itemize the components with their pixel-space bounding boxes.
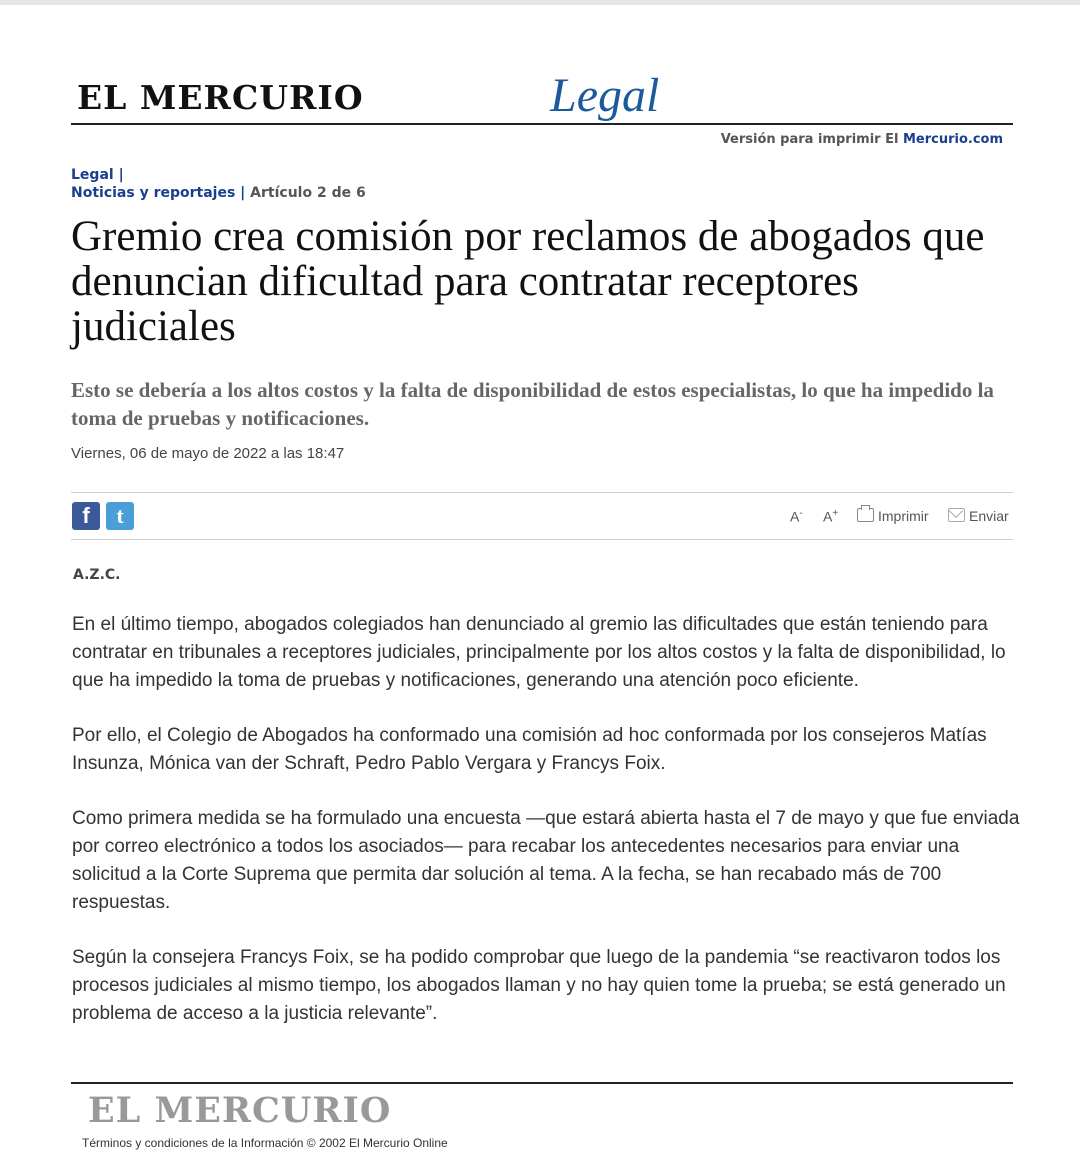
footer-divider <box>71 1082 1013 1084</box>
font-increase-mark: + <box>832 508 839 519</box>
breadcrumb <box>71 167 124 183</box>
footer-terms: Términos y condiciones de la Información © 2002 El Mercurio Online <box>82 1136 448 1150</box>
print-button[interactable] <box>857 508 929 524</box>
article-paragraph: Como primera medida se ha formulado una encuesta —que estará abierta hasta el 7 de mayo y que fue enviada por correo electrónico a todos los asociados— para recabar los antecedentes necesarios para enviar una solicitud a la Corte Suprema que permita dar solución al tema. A la fecha, se han recabado más de 700 respuestas. <box>72 808 1020 913</box>
breadcrumb-subsection-link[interactable]: Noticias y reportajes <box>71 185 236 201</box>
send-label: Enviar <box>969 508 1009 524</box>
article-paragraph: Según la consejera Francys Foix, se ha podido comprobar que luego de la pandemia “se reactivaron todos los procesos judiciales al mismo tiempo, los abogados llaman y no hay quien tome la prueba; se está generado un problema de acceso a la justicia relevante”. <box>72 947 1006 1024</box>
facebook-icon[interactable]: f <box>72 502 100 530</box>
font-decrease-mark: - <box>799 508 803 519</box>
mail-icon <box>948 508 965 522</box>
legal-section-logo[interactable]: Legal <box>550 69 660 122</box>
article-position: Artículo 2 de 6 <box>250 185 366 201</box>
print-version-prefix: Versión para imprimir El <box>720 132 903 147</box>
twitter-icon[interactable]: t <box>106 502 134 530</box>
footer-el-mercurio-logo[interactable]: EL MERCURIO <box>88 1090 392 1131</box>
print-label: Imprimir <box>878 508 929 524</box>
font-increase-button[interactable] <box>823 508 838 525</box>
breadcrumb-separator: | <box>118 167 124 183</box>
font-decrease-label: A <box>790 508 800 525</box>
printer-icon <box>857 508 874 522</box>
article-headline: Gremio crea comisión por reclamos de abogados que denuncian dificultad para contratar receptores judiciales <box>71 213 985 350</box>
print-version-note <box>721 132 1003 147</box>
breadcrumb-subsection-row <box>71 185 366 201</box>
publish-date: Viernes, 06 de mayo de 2022 a las 18:47 <box>71 445 345 462</box>
article-summary: Esto se debería a los altos costos y la falta de disponibilidad de estos especialistas, lo que ha impedido la toma de pruebas y notificaciones. <box>71 378 994 430</box>
masthead-divider <box>71 123 1013 125</box>
breadcrumb-separator: | <box>240 185 246 201</box>
mercurio-site-link[interactable]: Mercurio.com <box>902 132 1003 147</box>
el-mercurio-logo[interactable]: EL MERCURIO <box>77 78 364 117</box>
font-decrease-button[interactable] <box>790 508 803 525</box>
breadcrumb-section-link[interactable]: Legal <box>71 167 114 183</box>
font-increase-label: A <box>823 508 833 525</box>
article-body <box>72 611 1022 1055</box>
article-paragraph: Por ello, el Colegio de Abogados ha conformado una comisión ad hoc conformada por los consejeros Matías Insunza, Mónica van der Schraft, Pedro Pablo Vergara y Francys Foix. <box>72 725 987 774</box>
article-toolbar <box>71 492 1013 540</box>
article-paragraph: En el último tiempo, abogados colegiados han denunciado al gremio las dificultades que están teniendo para contratar en tribunales a receptores judiciales, principalmente por los altos costos y la falta de disponibilidad, lo que ha impedido la toma de pruebas y notificaciones, generando una atención poco eficiente. <box>72 614 1006 691</box>
article-author: A.Z.C. <box>73 567 121 583</box>
top-border <box>0 0 1080 5</box>
send-button[interactable] <box>948 508 1009 524</box>
